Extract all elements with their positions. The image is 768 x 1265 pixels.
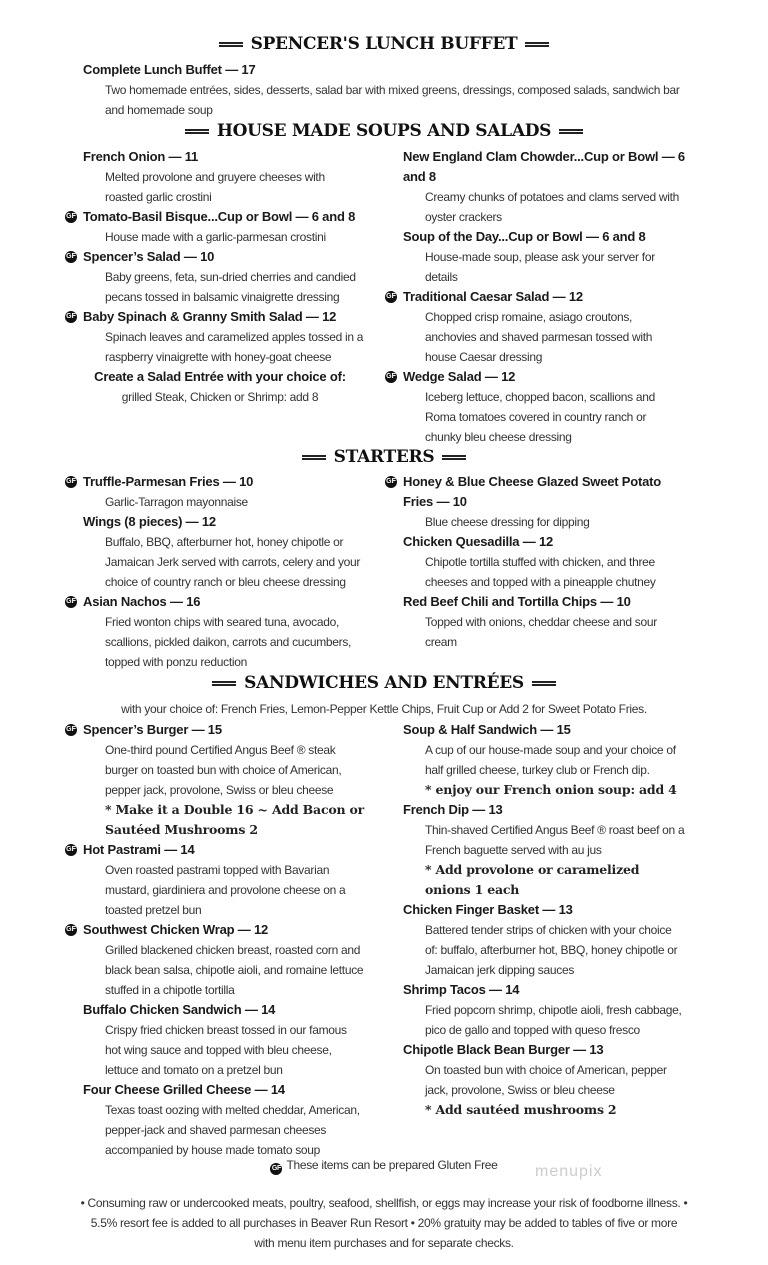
salad-entree-title: Create a Salad Entrée with your choice of: — [94, 369, 346, 384]
menu-item-name: Chicken Quesadilla — 12 — [403, 534, 554, 549]
soups-right-list — [385, 147, 685, 447]
menu-item — [385, 532, 685, 592]
menu-item-name: Chicken Finger Basket — 13 — [403, 902, 573, 917]
sandwiches-right-list — [385, 720, 685, 1120]
gf-legend-text: These items can be prepared Gluten Free — [286, 1158, 498, 1172]
gluten-free-icon: GF — [65, 476, 77, 488]
menu-item-name: New England Clam Chowder...Cup or Bowl — 6 and 8 — [403, 149, 685, 184]
menu-item-description: Crispy fried chicken breast tossed in our famous hot wing sauce and topped with bleu cheese, lettuce and tomato on a pretzel bun — [105, 1023, 347, 1077]
menu-item-name: French Dip — 13 — [403, 802, 503, 817]
menu-item-name: French Onion — 11 — [83, 149, 199, 164]
menu-item-name: Southwest Chicken Wrap — 12 — [83, 922, 269, 937]
menu-item-name: Spencer’s Burger — 15 — [83, 722, 222, 737]
menu-item-name: Tomato-Basil Bisque...Cup or Bowl — 6 and 8 — [83, 209, 356, 224]
menu-item — [385, 720, 685, 800]
menu-item-note: * Add sautéed mushrooms 2 — [425, 1102, 617, 1117]
menu-item-description: One-third pound Certified Angus Beef ® steak burger on toasted bun with choice of American, pepper jack, provolone, Swiss or bleu cheese — [105, 743, 342, 797]
menu-item-name: Truffle-Parmesan Fries — 10 — [83, 474, 254, 489]
menu-item — [385, 367, 685, 447]
menu-item-description: A cup of our house-made soup and your choice of half grilled cheese, turkey club or French dip. — [425, 743, 676, 777]
menu-item-description: Battered tender strips of chicken with your choice of: buffalo, afterburner hot, BBQ, honey chipotle or Jamaican jerk dipping sauces — [425, 923, 678, 977]
gluten-free-icon: GF — [65, 844, 77, 856]
section-header-starters — [0, 447, 768, 467]
gluten-free-icon: GF — [385, 291, 397, 303]
menu-item-description: Spinach leaves and caramelized apples tossed in a raspberry vinaigrette with honey-goat cheese — [105, 330, 364, 364]
starters-right-list — [385, 472, 685, 652]
menu-item-description: Fried popcorn shrimp, chipotle aioli, fresh cabbage, pico de gallo and topped with queso fresco — [425, 1003, 682, 1037]
menu-item-name: Soup & Half Sandwich — 15 — [403, 722, 571, 737]
menu-item-name: Shrimp Tacos — 14 — [403, 982, 520, 997]
footer-disclaimer: • Consuming raw or undercooked meats, poultry, seafood, shellfish, or eggs may increase your risk of foodborne illness. • 5.5% resort fee is added to all purchases in Beaver Run Resort • 20% gratuity may be added to tables of five or more with menu item purchases and for separate checks. — [80, 1196, 688, 1250]
menu-item-description: Iceberg lettuce, chopped bacon, scallions and Roma tomatoes covered in country ranch or chunky bleu cheese dressing — [425, 390, 655, 444]
menu-item-name: Wedge Salad — 12 — [403, 369, 516, 384]
menu-item-description: Two homemade entrées, sides, desserts, salad bar with mixed greens, dressings, composed salads, sandwich bar and homemade soup — [105, 83, 680, 117]
menu-item-name: Baby Spinach & Granny Smith Salad — 12 — [83, 309, 337, 324]
menu-item-note: * Add provolone or caramelized onions 1 each — [425, 862, 640, 897]
menu-item-description: House made with a garlic-parmesan crostini — [105, 230, 326, 244]
gluten-free-icon: GF — [65, 211, 77, 223]
menu-item — [65, 1000, 365, 1080]
gluten-free-icon: GF — [65, 251, 77, 263]
menu-item — [65, 207, 365, 247]
menu-item — [65, 147, 365, 207]
menu-item — [385, 800, 685, 900]
sandwiches-subtitle: with your choice of: French Fries, Lemon-Pepper Kettle Chips, Fruit Cup or Add 2 for Sweet Potato Fries. — [121, 702, 647, 716]
gf-legend — [0, 1155, 768, 1175]
menu-item — [65, 920, 365, 1000]
buffet-list — [65, 60, 685, 120]
menu-item — [65, 512, 365, 592]
menu-item-name: Traditional Caesar Salad — 12 — [403, 289, 583, 304]
soups-left-list — [65, 147, 365, 367]
menu-item-description: Thin-shaved Certified Angus Beef ® roast beef on a French baguette served with au jus — [425, 823, 685, 857]
menu-item — [385, 472, 685, 532]
menu-item — [65, 720, 365, 840]
menu-item — [65, 247, 365, 307]
soups-left-column — [65, 147, 365, 407]
menu-item-name: Spencer’s Salad — 10 — [83, 249, 215, 264]
section-title: HOUSE MADE SOUPS AND SALADS — [216, 121, 552, 141]
sandwiches-left-list — [65, 720, 365, 1160]
menu-item-name: Complete Lunch Buffet — 17 — [83, 62, 256, 77]
menu-item — [385, 592, 685, 652]
menu-item-name: Four Cheese Grilled Cheese — 14 — [83, 1082, 285, 1097]
menu-item-description: Buffalo, BBQ, afterburner hot, honey chipotle or Jamaican Jerk served with carrots, celery and your choice of country ranch or bleu cheese dressing — [105, 535, 361, 589]
menu-item-name: Honey & Blue Cheese Glazed Sweet Potato Fries — 10 — [403, 474, 662, 509]
menu-item-description: Fried wonton chips with seared tuna, avocado, scallions, pickled daikon, carrots and cucumbers, topped with ponzu reduction — [105, 615, 352, 669]
menu-item — [65, 840, 365, 920]
salad-entree-text: grilled Steak, Chicken or Shrimp: add 8 — [121, 390, 319, 404]
gluten-free-icon: GF — [65, 311, 77, 323]
section-title: SANDWICHES AND ENTRÉES — [244, 673, 524, 693]
menu-item — [385, 1040, 685, 1120]
menu-item-name: Asian Nachos — 16 — [83, 594, 201, 609]
menu-item-description: Melted provolone and gruyere cheeses with roasted garlic crostini — [105, 170, 325, 204]
menu-item-description: Blue cheese dressing for dipping — [425, 515, 590, 529]
section-header-buffet — [0, 34, 768, 54]
menu-item — [65, 592, 365, 672]
menu-item-description: Grilled blackened chicken breast, roasted corn and black bean salsa, chipotle aioli, and romaine lettuce stuffed in a chipotle tortilla — [105, 943, 364, 997]
menu-item — [65, 472, 365, 512]
gluten-free-icon: GF — [385, 371, 397, 383]
menu-item-note: * Make it a Double 16 ~ Add Bacon or Sautéed Mushrooms 2 — [105, 802, 365, 837]
menu-item — [65, 60, 685, 120]
starters-left-list — [65, 472, 365, 672]
menu-item-description: House-made soup, please ask your server for details — [425, 250, 655, 284]
menu-item-description: Baby greens, feta, sun-dried cherries and candied pecans tossed in balsamic vinaigrette dressing — [105, 270, 356, 304]
menu-item — [385, 980, 685, 1040]
menu-item-name: Wings (8 pieces) — 12 — [83, 514, 216, 529]
menu-item-name: Hot Pastrami — 14 — [83, 842, 195, 857]
menu-item-note: * enjoy our French onion soup: add 4 — [425, 782, 677, 797]
menu-item-description: Creamy chunks of potatoes and clams served with oyster crackers — [425, 190, 680, 224]
gluten-free-icon: GF — [270, 1163, 282, 1175]
watermark-logo: menupix — [535, 1163, 603, 1180]
menu-item-name: Chipotle Black Bean Burger — 13 — [403, 1042, 604, 1057]
menu-item-name: Soup of the Day...Cup or Bowl — 6 and 8 — [403, 229, 646, 244]
menu-item-description: On toasted bun with choice of American, pepper jack, provolone, Swiss or bleu cheese — [425, 1063, 667, 1097]
menu-item-description: Topped with onions, cheddar cheese and sour cream — [425, 615, 657, 649]
section-header-sandwiches — [0, 673, 768, 693]
menu-item — [385, 227, 685, 287]
menu-item — [385, 287, 685, 367]
section-header-soups — [0, 121, 768, 141]
gluten-free-icon: GF — [65, 724, 77, 736]
menu-item — [65, 1080, 365, 1160]
menu-item-name: Red Beef Chili and Tortilla Chips — 10 — [403, 594, 631, 609]
menu-item-name: Buffalo Chicken Sandwich — 14 — [83, 1002, 276, 1017]
menu-item-description: Chopped crisp romaine, asiago croutons, anchovies and shaved parmesan tossed with house Caesar dressing — [425, 310, 653, 364]
menu-item — [385, 147, 685, 227]
menu-item — [65, 307, 365, 367]
gluten-free-icon: GF — [65, 924, 77, 936]
menu-item-description: Garlic-Tarragon mayonnaise — [105, 495, 248, 509]
gluten-free-icon: GF — [385, 476, 397, 488]
menu-item — [385, 900, 685, 980]
section-title: STARTERS — [333, 447, 435, 467]
menu-item-description: Texas toast oozing with melted cheddar, American, pepper-jack and shaved parmesan cheeses accompanied by house made tomato soup — [105, 1103, 360, 1157]
gluten-free-icon: GF — [65, 596, 77, 608]
menu-item-description: Oven roasted pastrami topped with Bavarian mustard, giardiniera and provolone cheese on a toasted pretzel bun — [105, 863, 346, 917]
menu-item-description: Chipotle tortilla stuffed with chicken, and three cheeses and topped with a pineapple chutney — [425, 555, 656, 589]
section-title: SPENCER'S LUNCH BUFFET — [250, 34, 518, 54]
